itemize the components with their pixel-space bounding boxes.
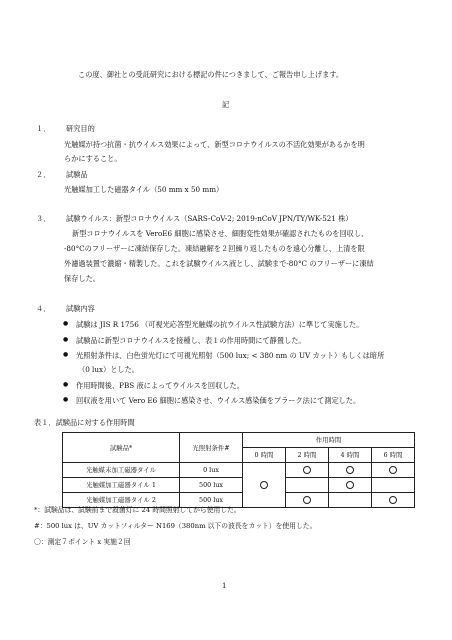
bullet-dot-icon: ●	[63, 336, 69, 343]
section-3-body-line: 保存した。	[64, 274, 100, 283]
mark-cell	[286, 463, 329, 478]
mark-cell	[372, 478, 415, 493]
section-number: １．	[36, 124, 51, 133]
section-number: ２．	[36, 170, 51, 179]
section-title: 試験ウイルス：新型コロナウイルス（SARS-CoV-2; 2019-nCoV JPN/TY/WK-521 株）	[66, 214, 353, 223]
header-time: 6 時間	[372, 448, 415, 463]
measurement-circle-icon	[389, 496, 397, 504]
mark-cell	[286, 478, 329, 493]
footnote: 〇：測定７ポイント x 実施２回	[34, 538, 131, 546]
intro-text: この度、御社との受託研究における標記の件につきまして、ご報告申し上げます。	[78, 70, 344, 79]
results-table	[62, 432, 415, 508]
header-time: 2 時間	[286, 448, 329, 463]
mark-cell	[329, 478, 372, 493]
bullet-dot-icon: ●	[63, 396, 69, 403]
table-caption: 表１．試験品に対する作用時間	[34, 418, 135, 427]
measurement-circle-icon	[346, 466, 354, 474]
bullet-dot-icon: ●	[63, 351, 69, 358]
section-3-body-line: 外濾過装置で濃縮・精製した。これを試験ウイルス液とし、試験まで-80°C のフリーザーに凍結	[64, 259, 374, 268]
mark-cell	[372, 493, 415, 508]
mark-cell	[329, 463, 372, 478]
header-time-group: 作用時間	[243, 433, 415, 448]
zero-hour-cell	[243, 463, 286, 508]
row-sample-name: 光触媒未加工磁器タイル	[63, 463, 180, 478]
section-title: 研究目的	[66, 124, 95, 133]
header-time: 4 時間	[329, 448, 372, 463]
footnote: *：試験品は、試験前まで殺菌灯に 24 時間照射してから使用した。	[34, 506, 241, 514]
row-light: 500 lux	[180, 478, 243, 493]
bullet-item: ● 回収液を用いて Vero E6 細胞に感染させ、ウイルス感染価をプラーク法にて測定した。	[63, 396, 361, 405]
table-row	[63, 478, 415, 493]
section-number: ３．	[36, 214, 51, 223]
bullet-item: ● 試験品に新型コロナウイルスを接種し、表１の作用時間にて静置した。	[63, 336, 306, 345]
measurement-circle-icon	[346, 481, 354, 489]
bullet-item-continuation: （0 lux）とした。	[78, 365, 139, 374]
section-3-heading	[36, 214, 353, 223]
header-light: 光照射条件#	[180, 433, 243, 463]
section-1-body-line: 光触媒が持つ抗菌・抗ウイルス効果によって、新型コロナウイルスの不活化効果があるかを明	[64, 140, 365, 149]
measurement-circle-icon	[389, 466, 397, 474]
table-row	[63, 463, 415, 478]
measurement-circle-icon	[303, 466, 311, 474]
section-title: 試験内容	[66, 304, 95, 313]
row-sample-name: 光触媒加工磁器タイル 1	[63, 478, 180, 493]
section-title: 試験品	[66, 170, 88, 179]
bullet-item: ● 作用時間後、PBS 液によってウイルスを回収した。	[63, 381, 244, 390]
section-2-body-line: 光触媒加工した磁器タイル（50 mm x 50 mm）	[64, 185, 224, 194]
measurement-circle-icon	[260, 481, 268, 489]
mark-cell	[286, 493, 329, 508]
mark-cell	[329, 493, 372, 508]
mark-cell	[372, 463, 415, 478]
section-3-body-line: 新型コロナウイルスを VeroE6 細胞に感染させ、細胞変性効果が確認されたものを回収し、	[72, 229, 369, 238]
section-2-heading	[36, 170, 88, 179]
section-1-heading	[36, 124, 95, 133]
section-3-body-line: -80°Cのフリーザーに凍結保存した。凍結融解を２回繰り返したものを遠心分離し、上清を限	[64, 244, 365, 253]
page-number: 1	[222, 582, 227, 590]
bullet-dot-icon: ●	[63, 320, 69, 327]
header-time: 0 時間	[243, 448, 286, 463]
row-light: 500 lux	[180, 493, 243, 508]
footnote: #：500 lux は、UV カットフィルター N169（380nm 以下の波長をカット）を使用した。	[34, 522, 317, 530]
section-4-heading	[36, 304, 95, 313]
bullet-item: ● 光照射条件は、白色蛍光灯にて可視光照射（500 lux; < 380 nm の UV カット）もしくは暗所	[63, 351, 385, 360]
row-light: 0 lux	[180, 463, 243, 478]
ki-heading: 記	[222, 100, 230, 109]
bullet-item: ● 試験は JIS R 1756 （可視光応答型光触媒の抗ウイルス性試験方法）に準じて実施した。	[63, 320, 364, 329]
section-1-body-line: らかにすること。	[64, 154, 122, 163]
bullet-dot-icon: ●	[63, 381, 69, 388]
row-sample-name: 光触媒加工磁器タイル 2	[63, 493, 180, 508]
header-sample: 試験品*	[63, 433, 180, 463]
measurement-circle-icon	[303, 496, 311, 504]
section-number: ４．	[36, 304, 51, 313]
